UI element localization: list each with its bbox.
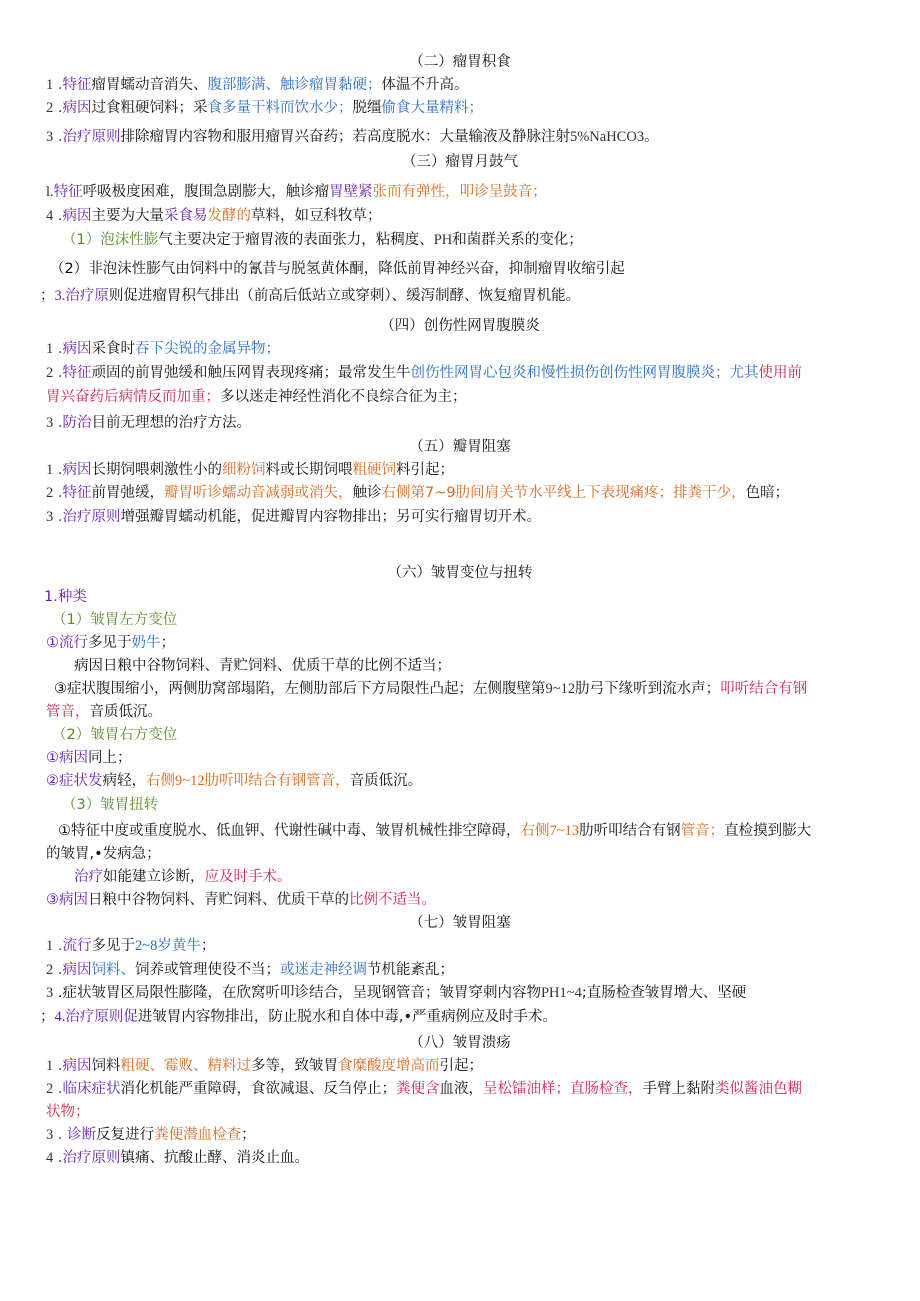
s6-torsion-feature-cont: 的皱胃,•发病急； [46, 846, 161, 862]
s5-feature-line: 2 .特征前胃弛缓，瓣胃听诊蠕动音减弱或消失，触诊右侧第7~9肋间肩关节水平线上下表现痛疼；排粪干少，色暗； [46, 485, 790, 501]
s6-sub-left-displacement: （1）皱胃左方变位 [52, 612, 178, 628]
section-title-abomasal-ulcer: （八）皱胃溃疡 [409, 1035, 511, 1051]
section-title-rumen-tympany: （三）瘤胃月鼓气 [402, 154, 518, 170]
s2-cause-line: 2 .病因过食粗硬饲料；采食多量干料而饮水少；脱缰偷食大量精料； [46, 100, 483, 116]
s4-feature-line: 2 .特征顽固的前胃弛缓和触压网胃表现疼痛；最常发生牛创伤性网胃心包炎和慢性损伤创伤性网胃腹膜炎；尤其使用前 [46, 365, 802, 381]
s6-left-symptom-cont: 管音，音质低沉。 [46, 704, 162, 720]
s6-sub-torsion: （3）皱胃扭转 [62, 797, 159, 813]
s3-nonfoamy-line: （2）非泡沫性膨气由饲料中的氰昔与脱氢黄体酮，降低前胃神经兴奋，抑制瘤胃收缩引起 [50, 261, 625, 277]
s6-torsion-treatment: 治疗如能建立诊断，应及时手术。 [74, 869, 292, 885]
s8-cause-line: 1 .病因饲料粗硬、霉败、精料过多等，致皱胃食糜酸度增高而引起； [46, 1058, 483, 1074]
s3-treatment-line: ；3.治疗原则促进瘤胃积气排出（前高后低站立或穿刺）、缓泻制酵、恢复瘤胃机能。 [40, 288, 581, 304]
s8-treatment-line: 4 .治疗原则镇痛、抗酸止酵、消炎止血。 [46, 1150, 309, 1166]
s2-feature-line: 1 .特征瘤胃蠕动音消失、腹部膨满、触诊瘤胃黏硬；体温不升高。 [46, 77, 469, 93]
s6-sub-right-displacement: （2）皱胃右方变位 [52, 727, 178, 743]
s7-treatment-line: ；4.治疗原则促进皱胃内容物排出，防止脱水和自体中毒,•严重病例应及时手术。 [40, 1009, 558, 1025]
s7-symptom-line: 3 .症状皱胃区局限性膨隆，在欣窝听叩诊结合，呈现钢管音；皱胃穿刺内容物PH1~4;直肠检查皱胃增大、坚硬 [46, 985, 747, 1001]
s3-foamy-line: （1）泡沫性膨气主要决定于瘤胃液的表面张力，粘稠度、PH和菌群关系的变化； [62, 232, 583, 248]
s6-left-epidemic: ①流行多见于奶牛； [46, 635, 175, 651]
s6-torsion-cause: ③病因日粮中谷物饲料、青贮饲料、优质干草的比例不适当。 [46, 892, 436, 908]
section-title-abomasum-displacement: （六）皱胃变位与扭转 [387, 565, 533, 581]
s6-torsion-feature: ①特征中度或重度脱水、低血钾、代谢性碱中毒、皱胃机械性排空障碍，右侧7~13肋听叩结合有钢管音；直检摸到膨大 [58, 823, 812, 839]
s8-symptom-line-cont: 状物； [46, 1104, 90, 1120]
s6-kinds: 1.种类 [44, 589, 87, 605]
s6-right-cause: ①病因同上； [46, 750, 132, 766]
s6-left-cause: 病因日粮中谷物饲料、青贮饲料、优质干草的比例不适当； [74, 658, 451, 674]
section-title-reticuloperitonitis: （四）创伤性网胃腹膜炎 [380, 318, 540, 334]
s4-feature-line-cont: 胃兴奋药后病情反而加重；多以迷走神经性消化不良综合征为主； [46, 389, 467, 405]
s4-prevention-line: 3 .防治目前无理想的治疗方法。 [46, 415, 251, 431]
s8-symptom-line: 2 .临床症状消化机能严重障碍，食欲减退、反刍停止；粪便含血液，呈松镭油样；直肠检查，手臂上黏附类似酱油色糊 [46, 1081, 802, 1097]
section-title-omasum-impaction: （五）瓣胃阻塞 [409, 439, 511, 455]
section-title-rumen-impaction: （二）瘤胃积食 [409, 54, 511, 70]
s3-cause-line: 4 .病因主要为大量采食易发酵的草料，如豆科牧草； [46, 208, 382, 224]
s5-treatment-line: 3 .治疗原则增强瓣胃蠕动机能，促进瓣胃内容物排出；另可实行瘤胃切开术。 [46, 509, 541, 525]
section-title-abomasum-impaction: （七）皱胃阻塞 [409, 915, 511, 931]
s2-treatment-line: 3 .治疗原则排除瘤胃内容物和服用瘤胃兴奋药；若高度脱水：大量输液及静脉注射5%NaHCO3。 [46, 129, 659, 145]
s5-cause-line: 1 .病因长期饲喂刺激性小的细粉饲料或长期饲喂粗硬饲料引起； [46, 462, 454, 478]
s6-left-symptom: ③症状腹围缩小，两侧肋窝部塌陷，左侧肋部后下方局限性凸起；左侧腹壁第9~12肋弓下缘听到流水声；叩听结合有钢 [54, 681, 808, 697]
s7-epidemic-line: 1 .流行多见于2~8岁黄牛； [46, 938, 216, 954]
s3-feature-line: l.特征呼吸极度困难，腹围急剧膨大，触诊瘤胃壁紧张而有弹性，叩诊呈鼓音； [46, 184, 547, 200]
s6-right-symptom: ②症状发病轻，右侧9~12肋听叩结合有钢管音，音质低沉。 [46, 773, 423, 789]
s8-diagnosis-line: 3 . 诊断反复进行粪便潜血检查； [46, 1127, 256, 1143]
s7-cause-line: 2 .病因饲料、饲养或管理使役不当；或迷走神经调节机能紊乱； [46, 962, 454, 978]
s4-cause-line: 1 .病因采食时吞下尖锐的金属异物； [46, 341, 280, 357]
